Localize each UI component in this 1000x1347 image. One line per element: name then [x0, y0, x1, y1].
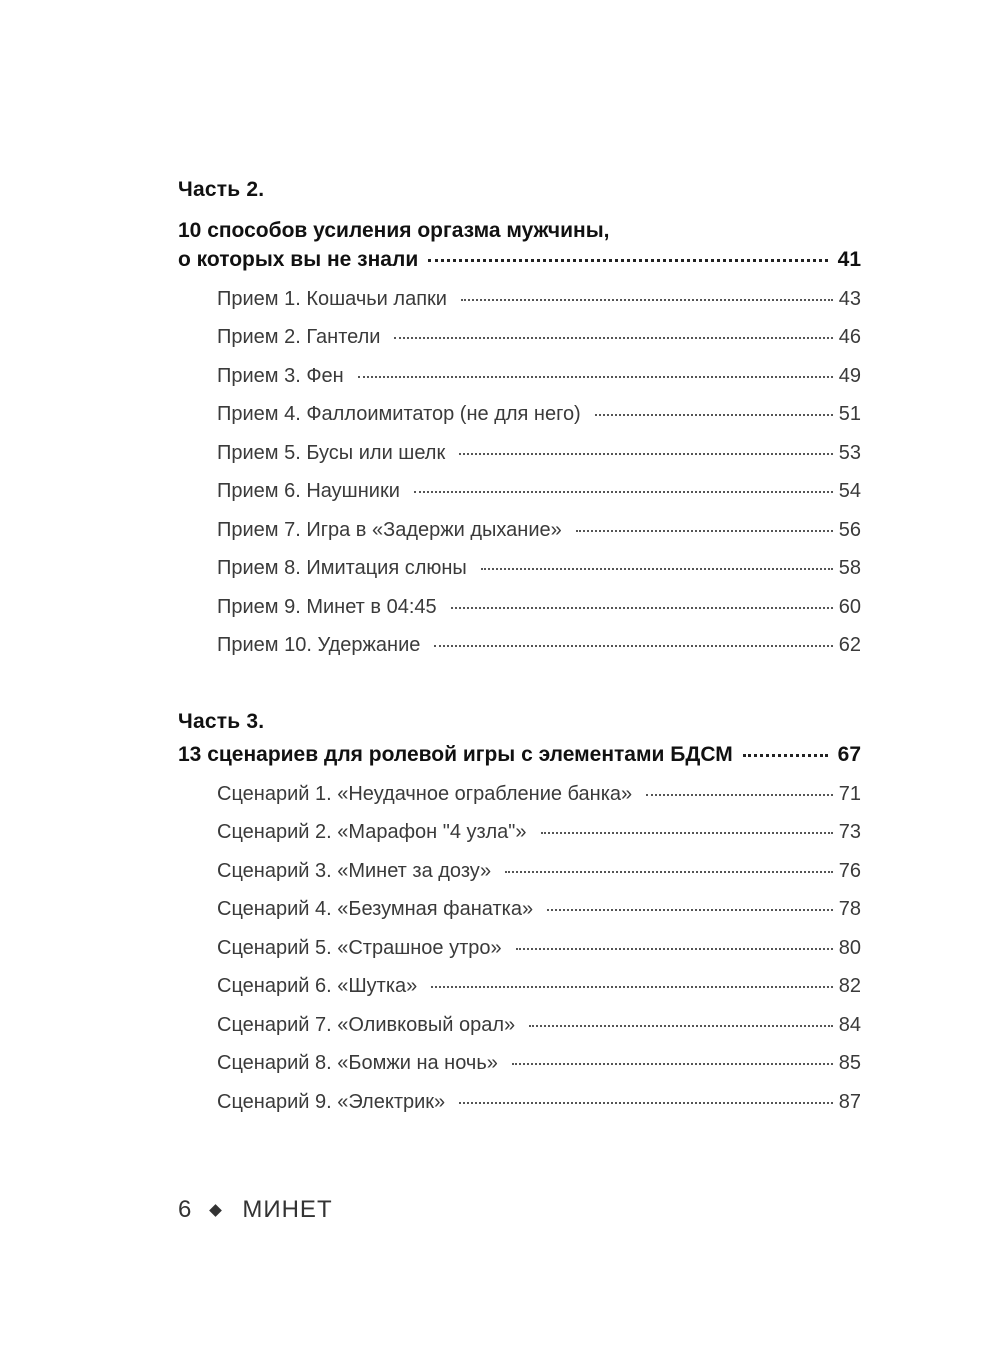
part2-title-line1: 10 способов усиления оргазма мужчины, [178, 219, 610, 242]
toc-entry-page: 85 [838, 1052, 861, 1074]
dot-leader [428, 258, 827, 262]
toc-entry[interactable] [217, 631, 861, 659]
toc-entry-title: Сценарий 1. «Неудачное ограбление банка» [217, 783, 633, 805]
toc-entry-title: Сценарий 8. «Бомжи на ночь» [217, 1052, 498, 1074]
toc-entry-page: 62 [838, 634, 861, 656]
toc-entry-title: Сценарий 5. «Страшное утро» [217, 937, 502, 959]
part3-heading-entry[interactable] [178, 741, 861, 769]
toc-entry[interactable] [217, 1088, 861, 1116]
part3-page: 67 [837, 743, 861, 766]
toc-entry-page: 73 [838, 821, 861, 843]
toc-entry-title: Прием 9. Минет в 04:45 [217, 596, 437, 618]
toc-entry-page: 56 [838, 519, 861, 541]
toc-entry[interactable] [217, 1011, 861, 1039]
dot-leader [431, 985, 832, 988]
dot-leader [451, 606, 833, 609]
dot-leader [434, 644, 832, 647]
part2-page: 41 [837, 248, 861, 271]
dot-leader [576, 529, 833, 532]
toc-entry[interactable] [217, 554, 861, 582]
part3-title: 13 сценариев для ролевой игры с элементами БДСМ [178, 743, 733, 766]
page-footer [178, 1195, 333, 1225]
toc-entry-title: Сценарий 7. «Оливковый орал» [217, 1014, 516, 1036]
toc-entry[interactable] [217, 895, 861, 923]
toc-entry-title: Прием 5. Бусы или шелк [217, 442, 446, 464]
toc-entry-page: 49 [838, 365, 861, 387]
dot-leader [358, 375, 833, 378]
toc-entry-page: 82 [838, 975, 861, 997]
dot-leader [743, 753, 828, 757]
toc-entry[interactable] [217, 285, 861, 313]
toc-entry[interactable] [217, 439, 861, 467]
dot-leader [414, 490, 833, 493]
toc-entry-title: Прием 7. Игра в «Задержи дыхание» [217, 519, 562, 541]
toc-entry-title: Прием 3. Фен [217, 365, 344, 387]
dot-leader [459, 452, 833, 455]
toc-entry-page: 60 [838, 596, 861, 618]
toc-entry[interactable] [217, 857, 861, 885]
toc-entry-title: Сценарий 2. «Марафон "4 узла"» [217, 821, 527, 843]
dot-leader [646, 793, 833, 796]
toc-entry-page: 51 [838, 403, 861, 425]
toc-entry-title: Прием 4. Фаллоимитатор (не для него) [217, 403, 581, 425]
toc-entry[interactable] [217, 934, 861, 962]
toc-entry[interactable] [217, 477, 861, 505]
toc-entry[interactable] [217, 818, 861, 846]
toc-entry-page: 78 [838, 898, 861, 920]
toc-entry[interactable] [217, 323, 861, 351]
toc-entry-title: Сценарий 4. «Безумная фанатка» [217, 898, 534, 920]
toc-entry-page: 54 [838, 480, 861, 502]
dot-leader [512, 1062, 833, 1065]
toc-entry[interactable] [217, 780, 861, 808]
part2-heading-entry[interactable] [178, 246, 861, 274]
toc-entry[interactable] [217, 972, 861, 1000]
dot-leader [461, 298, 833, 301]
toc-entry-page: 87 [838, 1091, 861, 1113]
dot-leader [505, 870, 833, 873]
toc-entry-title: Прием 10. Удержание [217, 634, 421, 656]
toc-entry-page: 43 [838, 288, 861, 310]
footer-book-title: МИНЕТ [242, 1196, 333, 1223]
toc-entry-title: Прием 2. Гантели [217, 326, 381, 348]
diamond-icon [209, 1204, 222, 1217]
toc-entry-title: Прием 6. Наушники [217, 480, 400, 502]
part2-label: Часть 2. [178, 178, 265, 201]
toc-entry[interactable] [217, 400, 861, 428]
toc-entry-page: 46 [838, 326, 861, 348]
part3-label: Часть 3. [178, 710, 265, 733]
toc-entry-page: 76 [838, 860, 861, 882]
toc-entry-page: 84 [838, 1014, 861, 1036]
toc-entry[interactable] [217, 516, 861, 544]
toc-entry[interactable] [217, 362, 861, 390]
toc-entry-title: Сценарий 6. «Шутка» [217, 975, 418, 997]
toc-entry[interactable] [217, 1049, 861, 1077]
dot-leader [516, 947, 833, 950]
toc-entry-title: Прием 8. Имитация слюны [217, 557, 467, 579]
toc-entry[interactable] [217, 593, 861, 621]
toc-entry-title: Прием 1. Кошачьи лапки [217, 288, 447, 310]
dot-leader [394, 336, 832, 339]
dot-leader [481, 567, 833, 570]
footer-page-number: 6 [178, 1196, 192, 1223]
toc-entry-page: 53 [838, 442, 861, 464]
dot-leader [529, 1024, 833, 1027]
dot-leader [459, 1101, 833, 1104]
toc-entry-title: Сценарий 9. «Электрик» [217, 1091, 446, 1113]
toc-entry-page: 58 [838, 557, 861, 579]
dot-leader [595, 413, 833, 416]
part2-title-line2: о которых вы не знали [178, 248, 419, 271]
toc-entry-page: 80 [838, 937, 861, 959]
toc-entry-page: 71 [838, 783, 861, 805]
dot-leader [547, 908, 833, 911]
dot-leader [541, 831, 833, 834]
toc-entry-title: Сценарий 3. «Минет за дозу» [217, 860, 492, 882]
